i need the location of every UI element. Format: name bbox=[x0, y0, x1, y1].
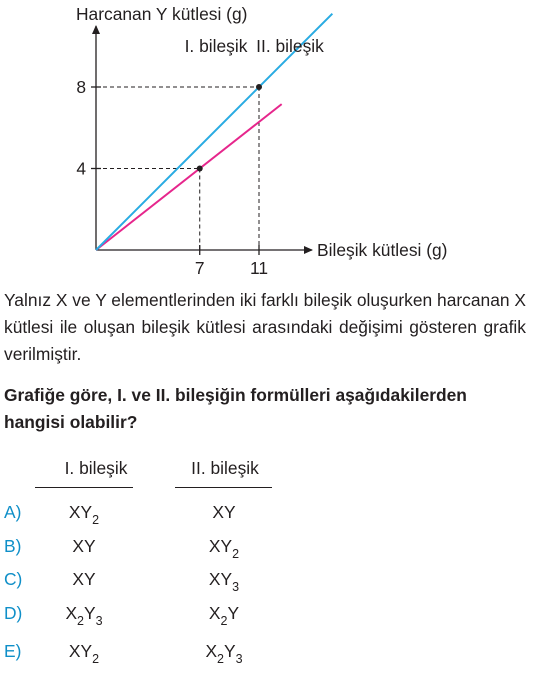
formula-symbol: X bbox=[65, 603, 78, 623]
formula-symbol: Y bbox=[224, 641, 236, 661]
column-header-1: I. bileşik bbox=[64, 458, 128, 478]
formula-compound-2 bbox=[154, 603, 294, 628]
formula-compound-1 bbox=[14, 603, 154, 628]
question-text: Grafiğe göre, I. ve II. bileşiğin formülleri aşağıdakilerden hangisi olabilir? bbox=[4, 385, 467, 432]
formula-symbol: XY bbox=[208, 536, 233, 556]
option-row[interactable] bbox=[0, 502, 533, 532]
formula-symbol: XY bbox=[208, 569, 233, 589]
series-label-2: II. bileşik bbox=[256, 36, 324, 56]
column-header-2: II. bileşik bbox=[191, 458, 259, 478]
formula-subscript: 2 bbox=[232, 547, 240, 561]
series-label-1: I. bileşik bbox=[184, 36, 248, 56]
x-tick-label-11: 11 bbox=[249, 258, 269, 278]
formula-subscript: 2 bbox=[77, 614, 84, 628]
x-tick-label-7: 7 bbox=[194, 258, 205, 278]
formula-symbol: XY bbox=[72, 569, 96, 589]
formula-subscript: 2 bbox=[217, 652, 224, 666]
option-row[interactable] bbox=[0, 536, 533, 566]
formula-symbol: Y bbox=[227, 603, 240, 623]
mass-chart bbox=[0, 0, 533, 285]
formula-symbol: XY bbox=[212, 502, 236, 522]
formula-compound-1 bbox=[14, 569, 154, 590]
series-line-1 bbox=[96, 104, 282, 250]
formula-subscript: 2 bbox=[92, 652, 100, 666]
option-letter: E) bbox=[4, 641, 22, 661]
option-row[interactable] bbox=[0, 569, 533, 599]
formula-subscript: 2 bbox=[92, 513, 100, 527]
formula-subscript: 2 bbox=[220, 614, 228, 628]
formula-compound-2 bbox=[154, 502, 294, 523]
option-row[interactable] bbox=[0, 641, 533, 671]
formula-compound-2 bbox=[154, 641, 294, 666]
option-letter: D) bbox=[4, 603, 23, 623]
formula-subscript: 3 bbox=[232, 580, 240, 594]
option-letter: C) bbox=[4, 569, 23, 589]
formula-symbol: Y bbox=[84, 603, 96, 623]
y-axis-label: Harcanan Y kütlesi (g) bbox=[76, 4, 248, 24]
formula-subscript: 3 bbox=[235, 652, 243, 666]
data-point-2 bbox=[256, 84, 262, 90]
formula-symbol: XY bbox=[68, 641, 93, 661]
formula-compound-1 bbox=[14, 502, 154, 527]
y-tick-label-8: 8 bbox=[76, 77, 86, 97]
column-rule-2 bbox=[175, 487, 272, 488]
description-paragraph: Yalnız X ve Y elementlerinden iki farklı bileşik oluşurken harcanan X kütlesi ile oluşan bileşik kütlesi arasındaki değişimi gösteren grafik verilmiştir. bbox=[4, 290, 526, 364]
formula-compound-2 bbox=[154, 536, 294, 561]
formula-symbol: X bbox=[208, 603, 221, 623]
formula-symbol: XY bbox=[68, 502, 93, 522]
formula-compound-1 bbox=[14, 536, 154, 557]
column-rule-1 bbox=[35, 487, 133, 488]
data-point-1 bbox=[197, 166, 203, 172]
option-letter: B) bbox=[4, 536, 22, 556]
formula-compound-2 bbox=[154, 569, 294, 594]
option-letter: A) bbox=[4, 502, 22, 522]
y-tick-label-4: 4 bbox=[76, 158, 86, 179]
formula-subscript: 3 bbox=[95, 614, 103, 628]
option-row[interactable] bbox=[0, 603, 533, 633]
formula-symbol: XY bbox=[72, 536, 96, 556]
formula-symbol: X bbox=[205, 641, 218, 661]
x-axis-label: Bileşik kütlesi (g) bbox=[317, 240, 448, 260]
formula-compound-1 bbox=[14, 641, 154, 666]
